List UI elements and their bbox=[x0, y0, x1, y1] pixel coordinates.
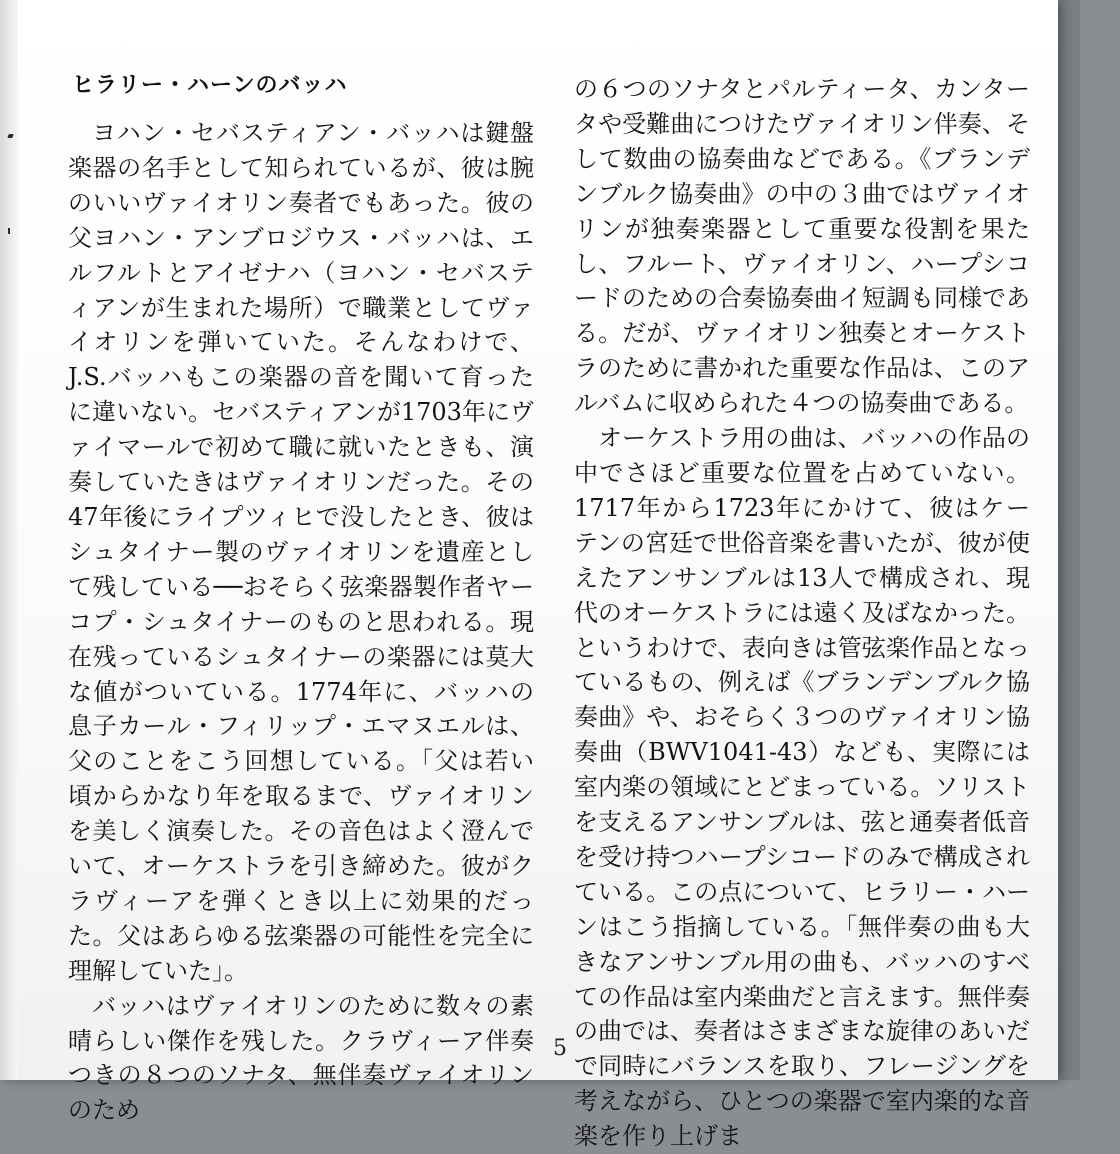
text-column-right bbox=[574, 72, 1030, 1154]
paragraph: ヨハン・セバスティアン・バッハは鍵盤楽器の名手として知られているが、彼は腕のいいヴァイオリン奏者でもあった。彼の父ヨハン・アンブロジウス・バッハは、エルフルトとアイゼナハ（ヨハン・セバスティアンが生まれた場所）で職業としてヴァイオリンを弾いていた。そんなわけで、J.S.バッハもこの楽器の音を聞いて育ったに違いない。セバスティアンが1703年にヴァイマールで初めて職に就いたときも、演奏していたきはヴァイオリンだった。その47年後にライプツィヒで没したとき、彼はシュタイナー製のヴァイオリンを遺産として残している──おそらく弦楽器製作者ヤーコプ・シュタイナーのものと思われる。現在残っているシュタイナーの楽器には莫大な値がついている。1774年に、バッハの息子カール・フィリップ・エマヌエルは、父のことをこう回想している。「父は若い頃からかなり年を取るまで、ヴァイオリンを美しく演奏した。その音色はよく澄んでいて、オーケストラを引き締めた。彼がクラヴィーアを弾くとき以上に効果的だった。父はあらゆる弦楽器の可能性を完全に理解していた」。 bbox=[68, 119, 534, 985]
paragraph-continued: の６つのソナタとパルティータ、カンタータや受難曲につけたヴァイオリン伴奏、そして数曲の協奏曲などである。《ブランデンブルク協奏曲》の中の３曲ではヴァイオリンが独奏楽器として重要な役割を果たし、フルート、ヴァイオリン、ハープシコードのための合奏協奏曲イ短調も同様である。だが、ヴァイオリン独奏とオーケストラのために書かれた重要な作品は、このアルバムに収められた４つの協奏曲である。 bbox=[574, 75, 1030, 418]
page-binding-edge bbox=[0, 0, 18, 1080]
edge-mark bbox=[8, 228, 10, 234]
page-number: 5 bbox=[553, 1036, 567, 1061]
paragraph: バッハはヴァイオリンのために数々の素晴らしい傑作を残した。クラヴィーア伴奏つきの８つのソナタ、無伴奏ヴァイオリンのため bbox=[68, 991, 534, 1125]
paragraph: オーケストラ用の曲は、バッハの作品の中でさほど重要な位置を占めていない。1717年から1723年にかけて、彼はケーテンの宮廷で世俗音楽を書いたが、彼が使えたアンサンブルは13人で構成され、現代のオーケストラには遠く及ばなかった。というわけで、表向きは管弦楽作品となっているもの、例えば《ブランデンブルク協奏曲》や、おそらく３つのヴァイオリン協奏曲（BWV1041-43）なども、実際には室内楽の領域にとどまっている。ソリストを支えるアンサンブルは、弦と通奏者低音を受け持つハープシコードのみで構成されている。この点について、ヒラリー・ハーンはこう指摘している。「無伴奏の曲も大きなアンサンブル用の曲も、バッハのすべての作品は室内楽曲だと言えます。無伴奏の曲では、奏者はさまざまな旋律のあいだで同時にバランスを取り、フレージングを考えながら、ひとつの楽器で室内楽的な音楽を作り上げま bbox=[574, 424, 1030, 1151]
text-column-left bbox=[68, 116, 534, 1128]
page-title: ヒラリー・ハーンのバッハ bbox=[72, 73, 348, 98]
